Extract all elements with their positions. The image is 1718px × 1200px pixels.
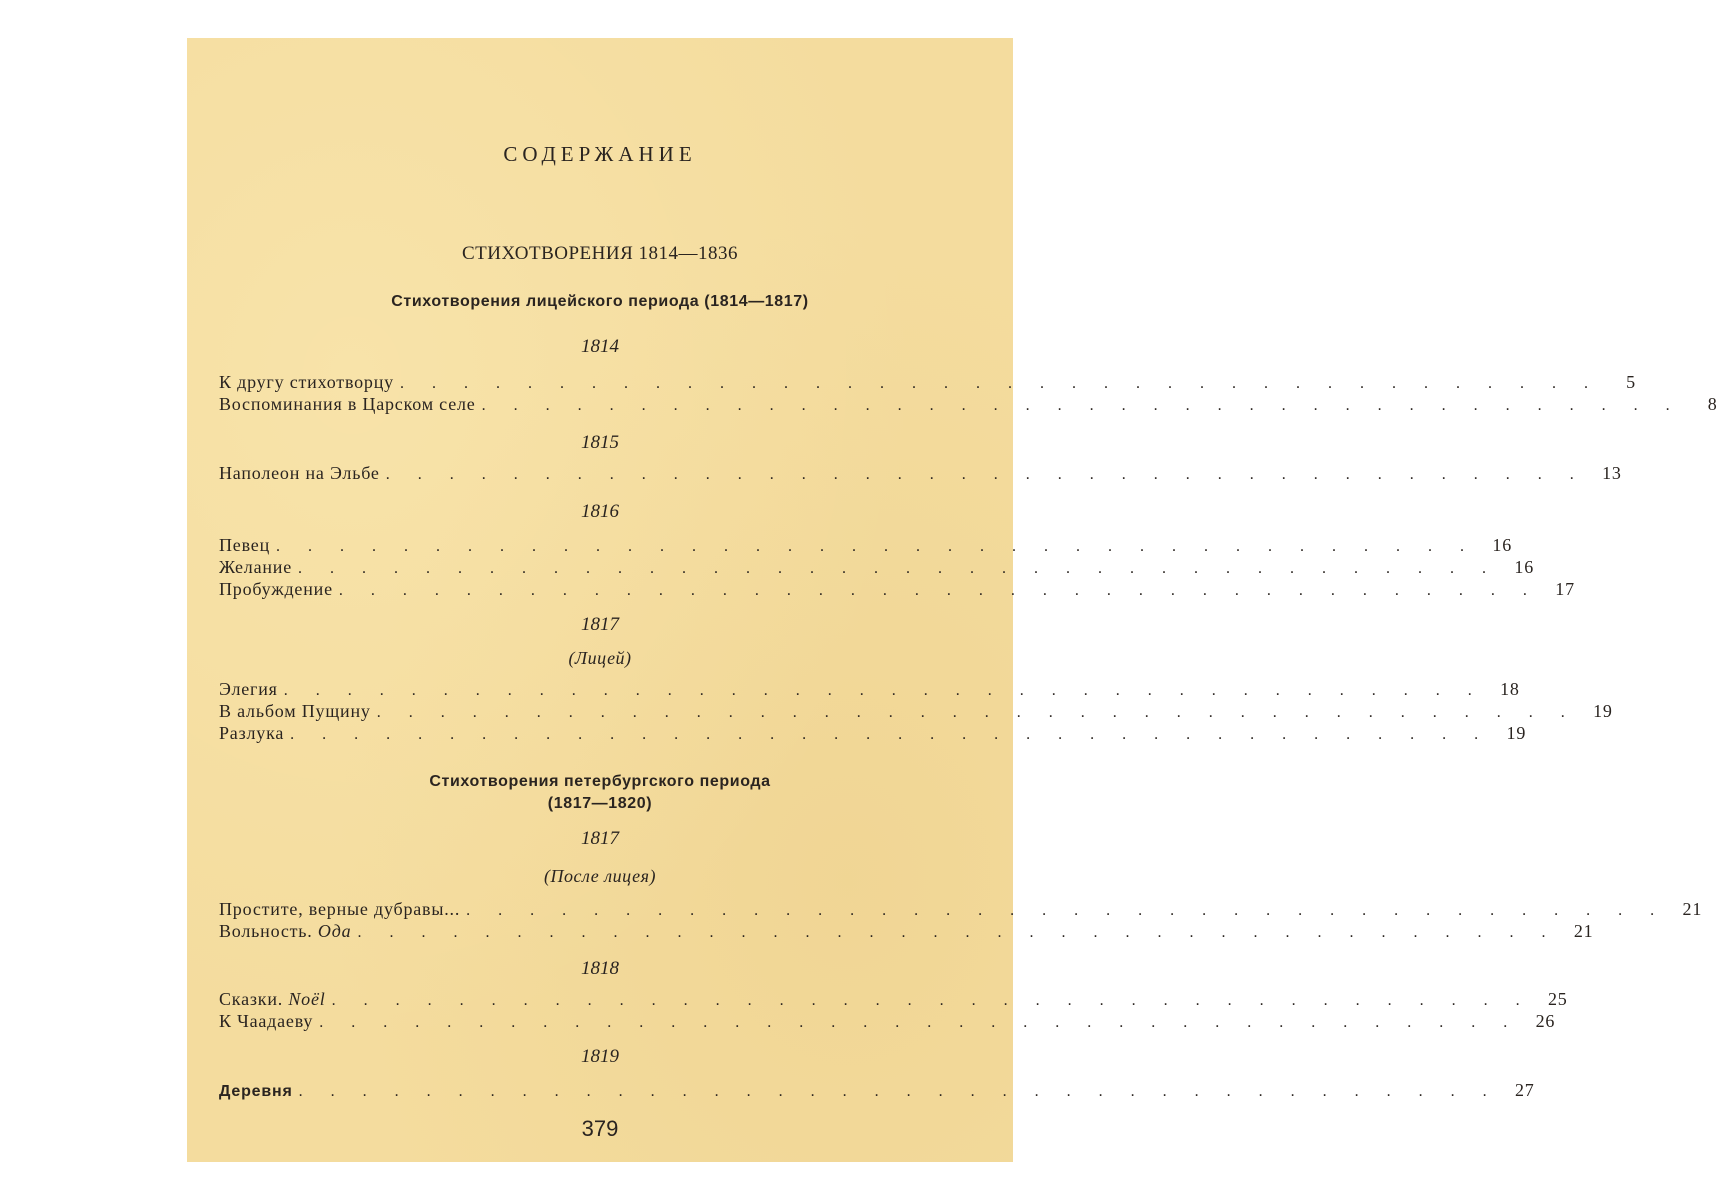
year-heading-1816: 1816 <box>581 501 619 522</box>
period-heading-lyceum: Стихотворения лицейского периода (1814—1817) <box>391 293 809 310</box>
toc-entry[interactable] <box>219 394 1718 416</box>
toc-entry-title: Желание <box>219 557 293 577</box>
toc-entry[interactable] <box>219 899 1703 921</box>
toc-entry-title: Сказки. <box>219 989 284 1009</box>
toc-entry-title: К другу стихотворцу <box>219 372 394 392</box>
toc-entry-title: Разлука <box>219 723 285 743</box>
dot-leader: . . . . . . . . . . . . . . . . . . . . . . . . . . . . . . . . . . . . . . <box>385 466 1586 483</box>
toc-entry-page: 21 <box>1573 921 1594 941</box>
toc-entry[interactable] <box>219 557 1535 579</box>
toc-entry-page: 21 <box>1682 899 1703 919</box>
toc-entry-page: 17 <box>1555 579 1575 599</box>
toc-entry[interactable] <box>219 463 1622 485</box>
toc-entry-title: Пробуждение <box>219 579 333 599</box>
dot-leader: . . . . . . . . . . . . . . . . . . . . . . . . . . . . . . . . . . . . . . <box>298 560 1499 577</box>
page-title: СОДЕРЖАНИЕ <box>503 142 697 166</box>
toc-entry-page: 5 <box>1626 372 1636 392</box>
subheading-lyceum: (Лицей) <box>568 648 632 668</box>
toc-entry-page: 26 <box>1535 1011 1556 1031</box>
period-heading-petersburg: Стихотворения петербургского периода <box>429 773 771 790</box>
dot-leader: . . . . . . . . . . . . . . . . . . . . . . . . . . . . . . . . . . . . . . <box>283 682 1484 699</box>
year-heading-1817: 1817 <box>581 614 619 635</box>
year-heading-1817b: 1817 <box>581 828 619 849</box>
toc-entry-page: 19 <box>1506 723 1527 743</box>
toc-entry-page: 8 <box>1707 394 1718 414</box>
dot-leader: . . . . . . . . . . . . . . . . . . . . . . . . . . . . . . . . . . . . . . <box>290 726 1491 743</box>
toc-entry-page: 18 <box>1500 679 1520 699</box>
toc-entry-title: Элегия <box>219 679 278 699</box>
toc-entry[interactable] <box>219 1011 1556 1033</box>
book-page <box>187 38 1718 1162</box>
toc-entry-title: Деревня <box>219 1083 293 1100</box>
dot-leader: . . . . . . . . . . . . . . . . . . . . . . . . . . . . . . . . . . . . . . <box>399 375 1600 392</box>
toc-entry-title-wrap <box>219 989 326 1010</box>
toc-entry-page: 16 <box>1492 535 1513 555</box>
toc-entry-title: Певец <box>219 535 271 555</box>
toc-entry[interactable] <box>219 535 1513 557</box>
subheading-after-lyceum: (После лицея) <box>544 866 656 886</box>
toc-entry[interactable] <box>219 701 1613 723</box>
toc-entry-title-italic: Noël <box>288 989 326 1009</box>
year-heading-1818: 1818 <box>581 958 619 979</box>
toc-entry[interactable] <box>219 1080 1535 1102</box>
year-heading-1815: 1815 <box>581 432 619 453</box>
dot-leader: . . . . . . . . . . . . . . . . . . . . . . . . . . . . . . . . . . . . . . <box>338 582 1539 599</box>
toc-entry-page: 13 <box>1602 463 1622 483</box>
toc-entry-title-wrap <box>219 921 351 942</box>
dot-leader: . . . . . . . . . . . . . . . . . . . . . . . . . . . . . . . . . . . . . . <box>331 992 1532 1009</box>
dot-leader: . . . . . . . . . . . . . . . . . . . . . . . . . . . . . . . . . . . . . . <box>319 1014 1520 1031</box>
dot-leader: . . . . . . . . . . . . . . . . . . . . . . . . . . . . . . . . . . . . . . <box>481 397 1682 414</box>
period-heading-petersburg-years: (1817—1820) <box>547 795 653 812</box>
dot-leader: . . . . . . . . . . . . . . . . . . . . . . . . . . . . . . . . . . . . . . <box>357 924 1558 941</box>
year-heading-1819: 1819 <box>581 1046 619 1067</box>
toc-entry[interactable] <box>219 723 1527 745</box>
year-heading-1814: 1814 <box>581 336 619 357</box>
toc-entry[interactable] <box>219 372 1636 394</box>
toc-entry[interactable] <box>219 579 1575 601</box>
toc-entry-page: 25 <box>1547 989 1568 1009</box>
toc-entry-page: 19 <box>1593 701 1613 721</box>
toc-entry-title-italic: Ода <box>317 921 352 941</box>
toc-entry[interactable] <box>219 989 1568 1011</box>
toc-entry-title: Простите, верные дубравы... <box>219 899 461 919</box>
dot-leader: . . . . . . . . . . . . . . . . . . . . . . . . . . . . . . . . . . . . . . <box>298 1083 1499 1100</box>
toc-entry-title: Наполеон на Эльбе <box>219 463 380 483</box>
toc-entry-title: Вольность. <box>219 921 313 941</box>
section-heading: СТИХОТВОРЕНИЯ 1814—1836 <box>461 243 738 264</box>
toc-entry-page: 16 <box>1514 557 1535 577</box>
page-number: 379 <box>581 1116 619 1141</box>
toc-entry-page: 27 <box>1515 1080 1535 1100</box>
dot-leader: . . . . . . . . . . . . . . . . . . . . . . . . . . . . . . . . . . . . . . <box>466 902 1667 919</box>
toc-entry[interactable] <box>219 679 1520 701</box>
toc-entry-title: К Чаадаеву <box>219 1011 314 1031</box>
toc-entry-title: Воспоминания в Царском селе <box>219 394 476 414</box>
toc-entry-title: В альбом Пущину <box>219 701 371 721</box>
dot-leader: . . . . . . . . . . . . . . . . . . . . . . . . . . . . . . . . . . . . . . <box>276 538 1477 555</box>
dot-leader: . . . . . . . . . . . . . . . . . . . . . . . . . . . . . . . . . . . . . . <box>376 704 1577 721</box>
toc-entry[interactable] <box>219 921 1594 943</box>
